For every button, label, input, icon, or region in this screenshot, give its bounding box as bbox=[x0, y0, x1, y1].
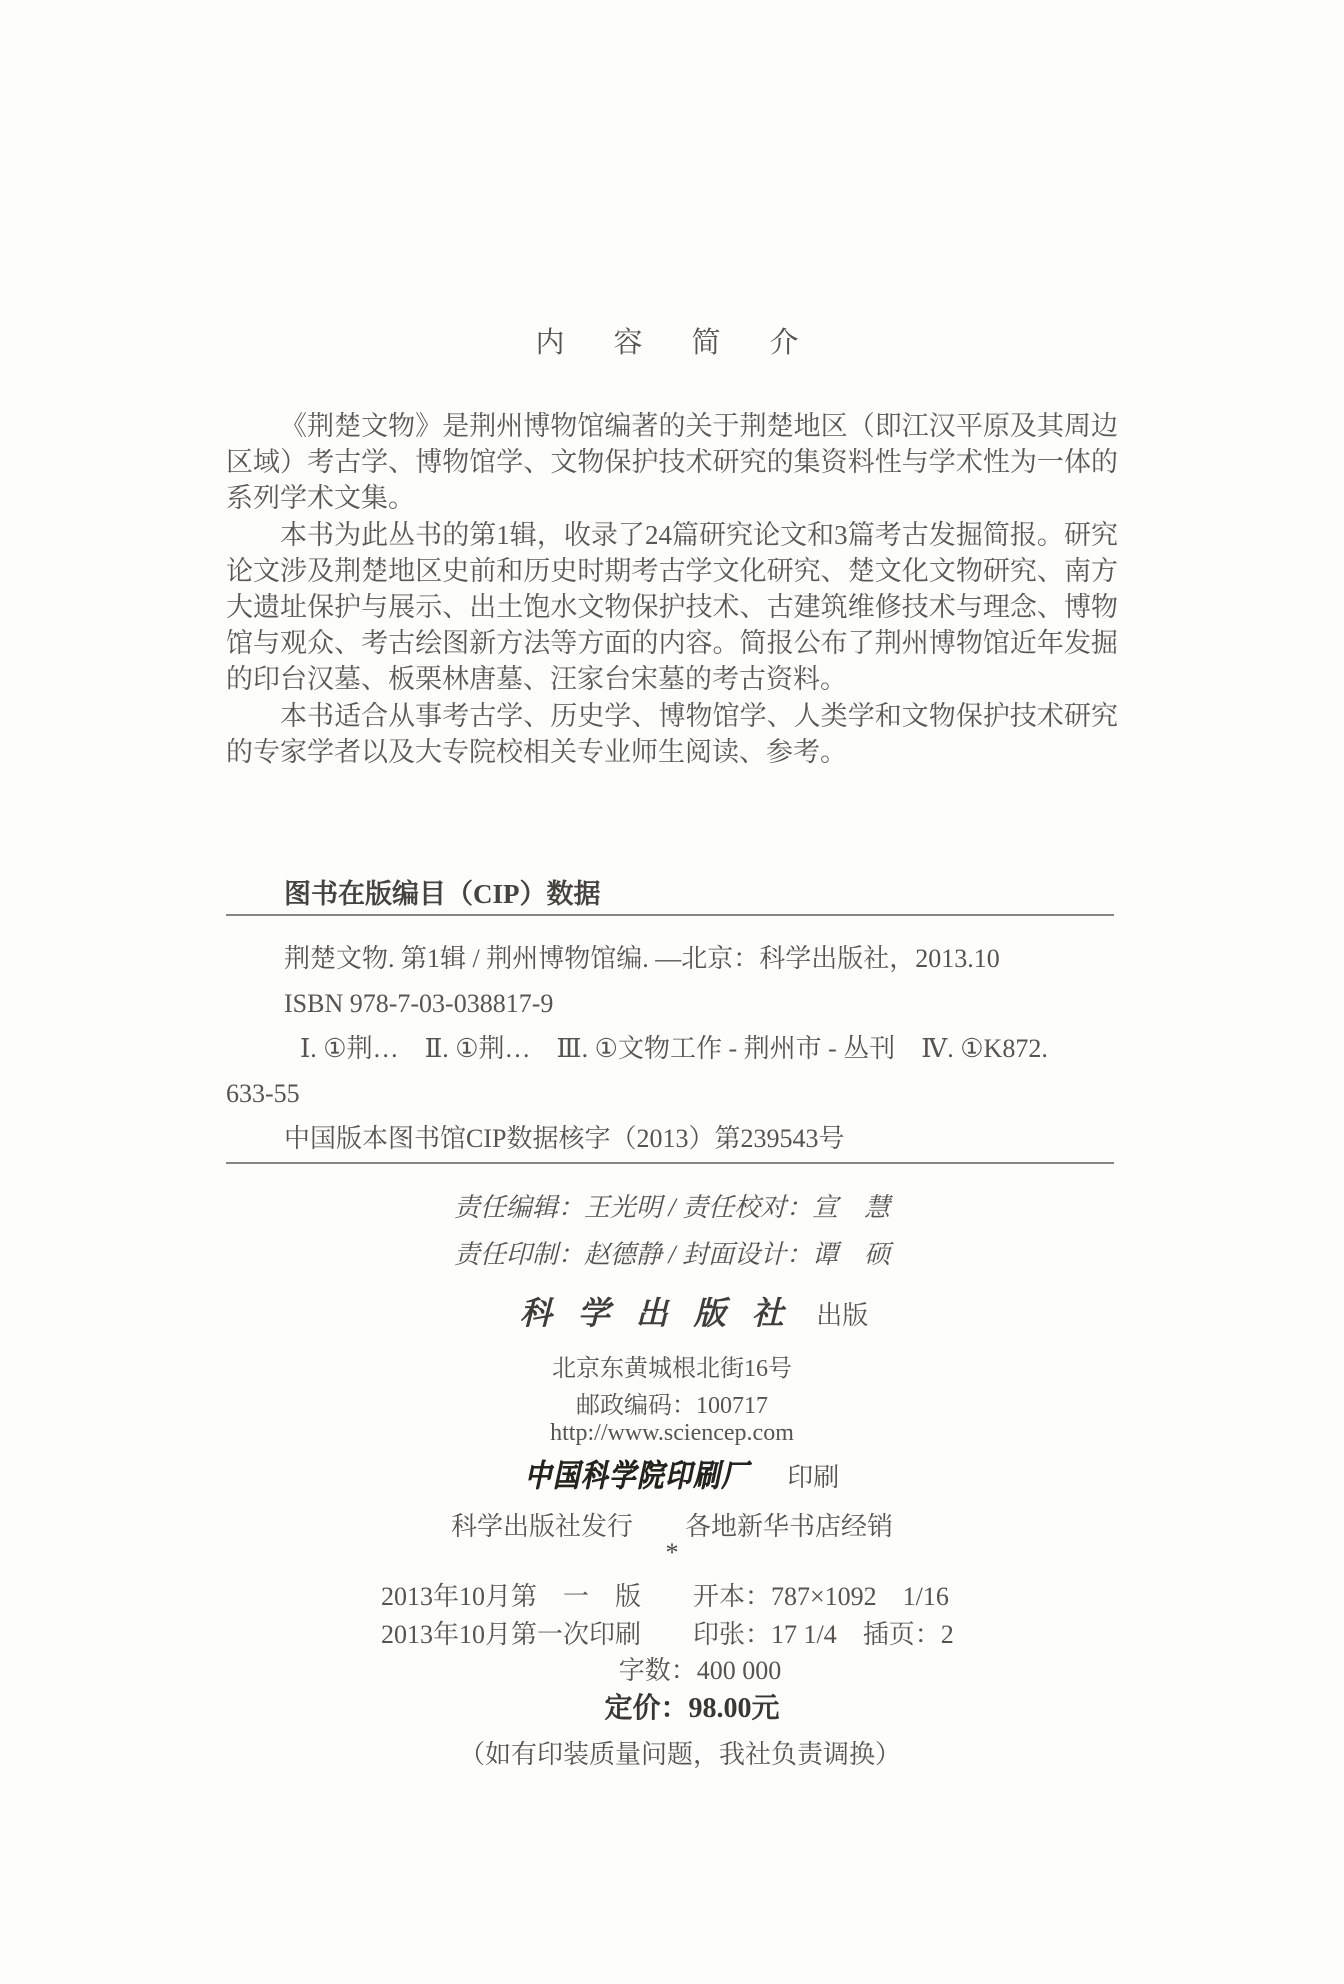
printer-line bbox=[0, 1450, 1344, 1495]
intro-paragraph: 《荆楚文物》是荆州博物馆编著的关于荆楚地区（即江汉平原及其周边区域）考古学、博物馆学、文物保护技术研究的集资料性与学术性为一体的系列学术文集。 bbox=[226, 411, 1118, 514]
sheets-spec: 印张：17 1/4 插页：2 bbox=[693, 1620, 954, 1649]
distribution-line: 科学出版社发行 各地新华书店经销 bbox=[450, 1512, 893, 1541]
edition-row bbox=[30, 1576, 1344, 1613]
cip-classification: Ⅰ. ①荆… Ⅱ. ①荆… Ⅲ. ①文物工作 - 荆州市 - 丛刊 Ⅳ. ①K872. bbox=[300, 1034, 1048, 1063]
publisher-line bbox=[22, 1288, 1344, 1334]
credits-production: 责任印制：赵德静 / 封面设计：谭 硕 bbox=[453, 1240, 891, 1269]
asterisk-divider: * bbox=[665, 1538, 679, 1567]
printing-row bbox=[30, 1614, 1344, 1651]
publisher-logotype: 科学出版社 bbox=[519, 1295, 810, 1331]
printer-logotype: 中国科学院印刷厂 bbox=[524, 1458, 749, 1493]
publisher-role: 出版 bbox=[816, 1301, 869, 1330]
price: 定价：98.00元 bbox=[604, 1693, 780, 1724]
edition-date: 2013年10月第 一 版 bbox=[381, 1582, 642, 1611]
quality-note: （如有印装质量问题，我社负责调换） bbox=[458, 1740, 901, 1769]
printer-role: 印刷 bbox=[787, 1463, 840, 1492]
cip-classification-continued: 633-55 bbox=[226, 1079, 300, 1108]
intro-paragraph: 本书适合从事考古学、历史学、博物馆学、人类学和文物保护技术研究的专家学者以及大专院校相关专业师生阅读、参考。 bbox=[226, 700, 1118, 767]
publisher-address: 北京东黄城根北街16号 bbox=[552, 1356, 792, 1382]
divider-rule bbox=[226, 1162, 1114, 1164]
cip-isbn: ISBN 978-7-03-038817-9 bbox=[284, 989, 554, 1018]
credits-editors: 责任编辑：王光明 / 责任校对：宣 慧 bbox=[453, 1193, 891, 1222]
printing-date: 2013年10月第一次印刷 bbox=[381, 1620, 642, 1649]
publisher-website: http://www.sciencep.com bbox=[550, 1420, 794, 1446]
intro-paragraph: 本书为此丛书的第1辑，收录了24篇研究论文和3篇考古发掘简报。研究论文涉及荆楚地区史前和历史时期考古学文化研究、楚文化文物研究、南方大遗址保护与展示、出土饱水文物保护技术、古建筑维修技术与理念、博物馆与观众、考古绘图新方法等方面的内容。简报公布了荆州博物馆近年发掘的印台汉墓、板栗林唐墓、汪家台宋墓的考古资料。 bbox=[226, 519, 1118, 695]
format-spec: 开本：787×1092 1/16 bbox=[693, 1582, 949, 1611]
cip-record: 荆楚文物. 第1辑 / 荆州博物馆编. —北京：科学出版社，2013.10 bbox=[284, 944, 1000, 973]
credits-block bbox=[0, 1184, 1344, 1278]
intro-title: 内 容 简 介 bbox=[535, 327, 809, 359]
intro-body bbox=[226, 408, 1118, 770]
divider-rule bbox=[226, 914, 1114, 916]
word-count: 字数：400 000 bbox=[618, 1656, 782, 1685]
publisher-postcode: 邮政编码：100717 bbox=[576, 1393, 768, 1419]
cip-registry: 中国版本图书馆CIP数据核字（2013）第239543号 bbox=[284, 1124, 845, 1153]
cip-heading: 图书在版编目（CIP）数据 bbox=[284, 879, 601, 909]
cip-block bbox=[226, 936, 1118, 1161]
